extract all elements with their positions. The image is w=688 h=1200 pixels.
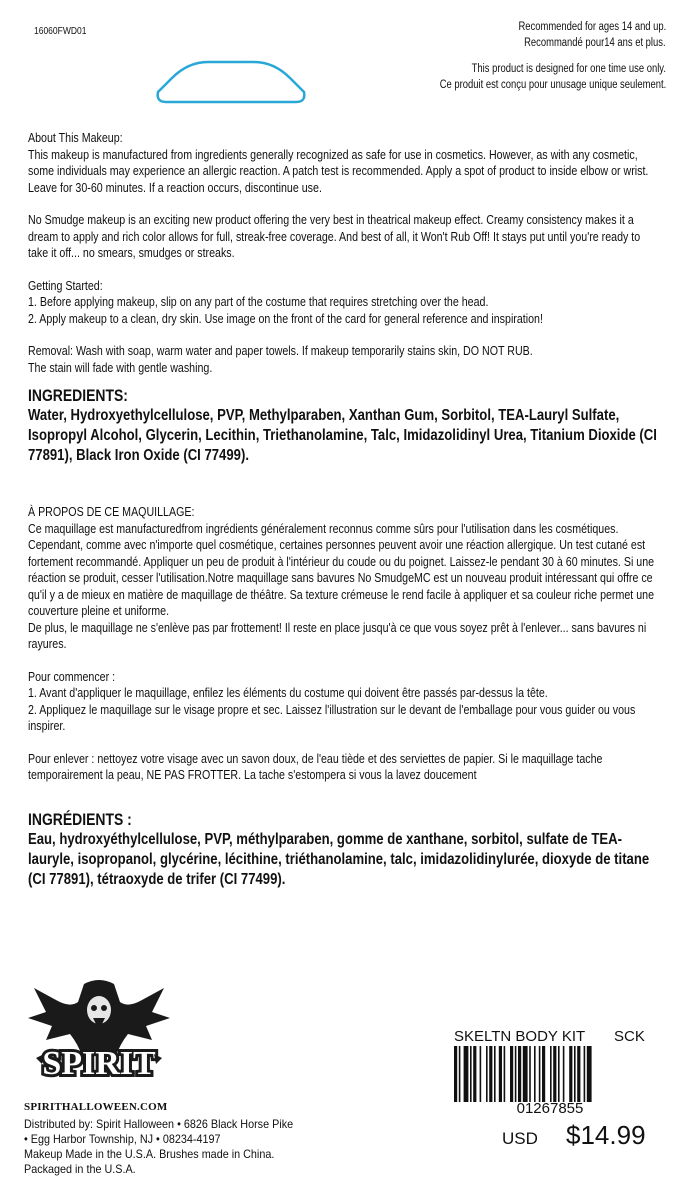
getting-started-title-fr: Pour commencer : <box>28 668 116 684</box>
removal-fr: Pour enlever : nettoyez votre visage avec un savon doux, de l'eau tiède et des serviettes de papier. Si le maquillage tache temporairement la peau, NE PAS FROTTER. La tache s'estompera si vous la lavez doucement <box>28 750 603 782</box>
about-title-fr: À PROPOS DE CE MAQUILLAGE: <box>28 504 195 519</box>
distributor-line-2: • Egg Harbor Township, NJ • 08234-4197 <box>24 1132 221 1146</box>
about-body-fr: Ce maquillage est manufacturedfrom ingrédients généralement reconnus comme sûrs pour l'utilisation dans les cosmétiques. Cependant, comme avec n'importe quel cosmétique, certaines personnes peuvent avoir une réaction allergique. Un test cutané est fortement recommandé. Appliquer un peu de produit à l'intérieur du coude ou du poignet. Laissez-le pendant 30 à 60 minutes. Si une réaction se produit, cesser l'utilisation.Notre maquillage sans bavures No SmudgeMC est un nouveau produit intéressant qui offre ce qu'il y a de mieux en matière de maquillage de théâtre. Sa texture crémeuse le rend facile à appliquer et sa couleur riche permet une couverture pleine et uniforme. <box>28 520 655 618</box>
about-body-fr-2: De plus, le maquillage ne s'enlève pas par frottement! Il reste en place jusqu'à ce que vous soyez prêt à l'enlever... sans bavures ni rayures. <box>28 619 647 651</box>
step-1-fr: 1. Avant d'appliquer le maquillage, enfilez les éléments du costume qui doivent être passés par-dessus la tête. <box>28 685 548 700</box>
sku-name: SKELTN BODY KIT <box>454 1028 586 1045</box>
origin-line-1: Makeup Made in the U.S.A. Brushes made in China. <box>24 1147 275 1161</box>
ingredients-title-en: INGREDIENTS: <box>28 386 128 405</box>
barcode <box>454 1046 646 1102</box>
removal-en: Removal: Wash with soap, warm water and paper towels. If makeup temporarily stains skin, DO NOT RUB. <box>28 343 533 358</box>
about-title-en: About This Makeup: <box>28 130 123 145</box>
getting-started-title-en: Getting Started: <box>28 277 103 293</box>
step-1-en: 1. Before applying makeup, slip on any part of the costume that requires stretching over the head. <box>28 294 489 309</box>
no-smudge-description-en: No Smudge makeup is an exciting new product offering the very best in theatrical makeup effect. Creamy consistency makes it a dream to apply and rich color allows for full, streak-free coverage. And best of all, it Won't Rub Off! It stays put until you're ready to take it off... no smears, smudges or streaks. <box>28 212 641 260</box>
step-2-fr: 2. Appliquez le maquillage sur le visage propre et sec. Laissez l'illustration sur le devant de l'emballage pour vous guider ou vous inspirer. <box>28 701 636 733</box>
label-body <box>28 130 659 890</box>
spirit-logo-text: SPIRIT <box>42 1045 156 1082</box>
hang-hole <box>154 58 308 104</box>
sku-code: SCK <box>614 1028 645 1045</box>
step-2-en: 2. Apply makeup to a clean, dry skin. Use image on the front of the card for general reference and inspiration! <box>28 310 543 326</box>
usage-note-en: This product is designed for one time use only. <box>471 63 666 75</box>
age-recommendation-en: Recommended for ages 14 and up. <box>518 21 666 33</box>
product-code: 16060FWD01 <box>34 26 87 37</box>
distributor-info <box>24 1117 293 1177</box>
about-body-en: This makeup is manufactured from ingredients generally recognized as safe for use in cosmetics. However, as with any cosmetic, some individuals may experience an allergic reaction. A patch test is recommended. Apply a spot of product to inside elbow or wrist. Leave for 30-60 minutes. If a reaction occurs, discontinue use. <box>28 146 649 195</box>
ingredients-list-en: Water, Hydroxyethylcellulose, PVP, Methylparaben, Xanthan Gum, Sorbitol, TEA-Lauryl Sulfate, Isopropyl Alcohol, Glycerin, Lecithin, Triethanolamine, Talc, Imidazolidinyl Urea, Titanium Dioxide (CI 77891), Black Iron Oxide (CI 77499). <box>28 407 657 464</box>
ingredients-title-fr: INGRÉDIENTS : <box>28 809 132 829</box>
currency: USD <box>502 1129 538 1148</box>
distributor-line-1: Distributed by: Spirit Halloween • 6826 Black Horse Pike <box>24 1117 294 1131</box>
upc-number: 01267855 <box>516 1100 584 1117</box>
origin-line-2: Packaged in the U.S.A. <box>24 1162 136 1176</box>
removal-note-en: The stain will fade with gentle washing. <box>28 359 213 375</box>
spirit-logo <box>24 978 174 1098</box>
age-recommendation-fr: Recommandé pour14 ans et plus. <box>524 37 666 49</box>
usage-note-fr: Ce produit est conçu pour unusage unique seulement. <box>439 79 666 91</box>
website: SPIRITHALLOWEEN.COM <box>24 1101 168 1113</box>
price: $14.99 <box>566 1120 646 1150</box>
ingredients-list-fr: Eau, hydroxyéthylcellulose, PVP, méthylparaben, gomme de xanthane, sorbitol, sulfate de TEA-lauryle, isopropanol, glycérine, lécithine, triéthanolamine, talc, imidazolidinylurée, dioxyde de titane (CI 77891), tétraoxyde de trifer (CI 77499). <box>28 830 650 888</box>
